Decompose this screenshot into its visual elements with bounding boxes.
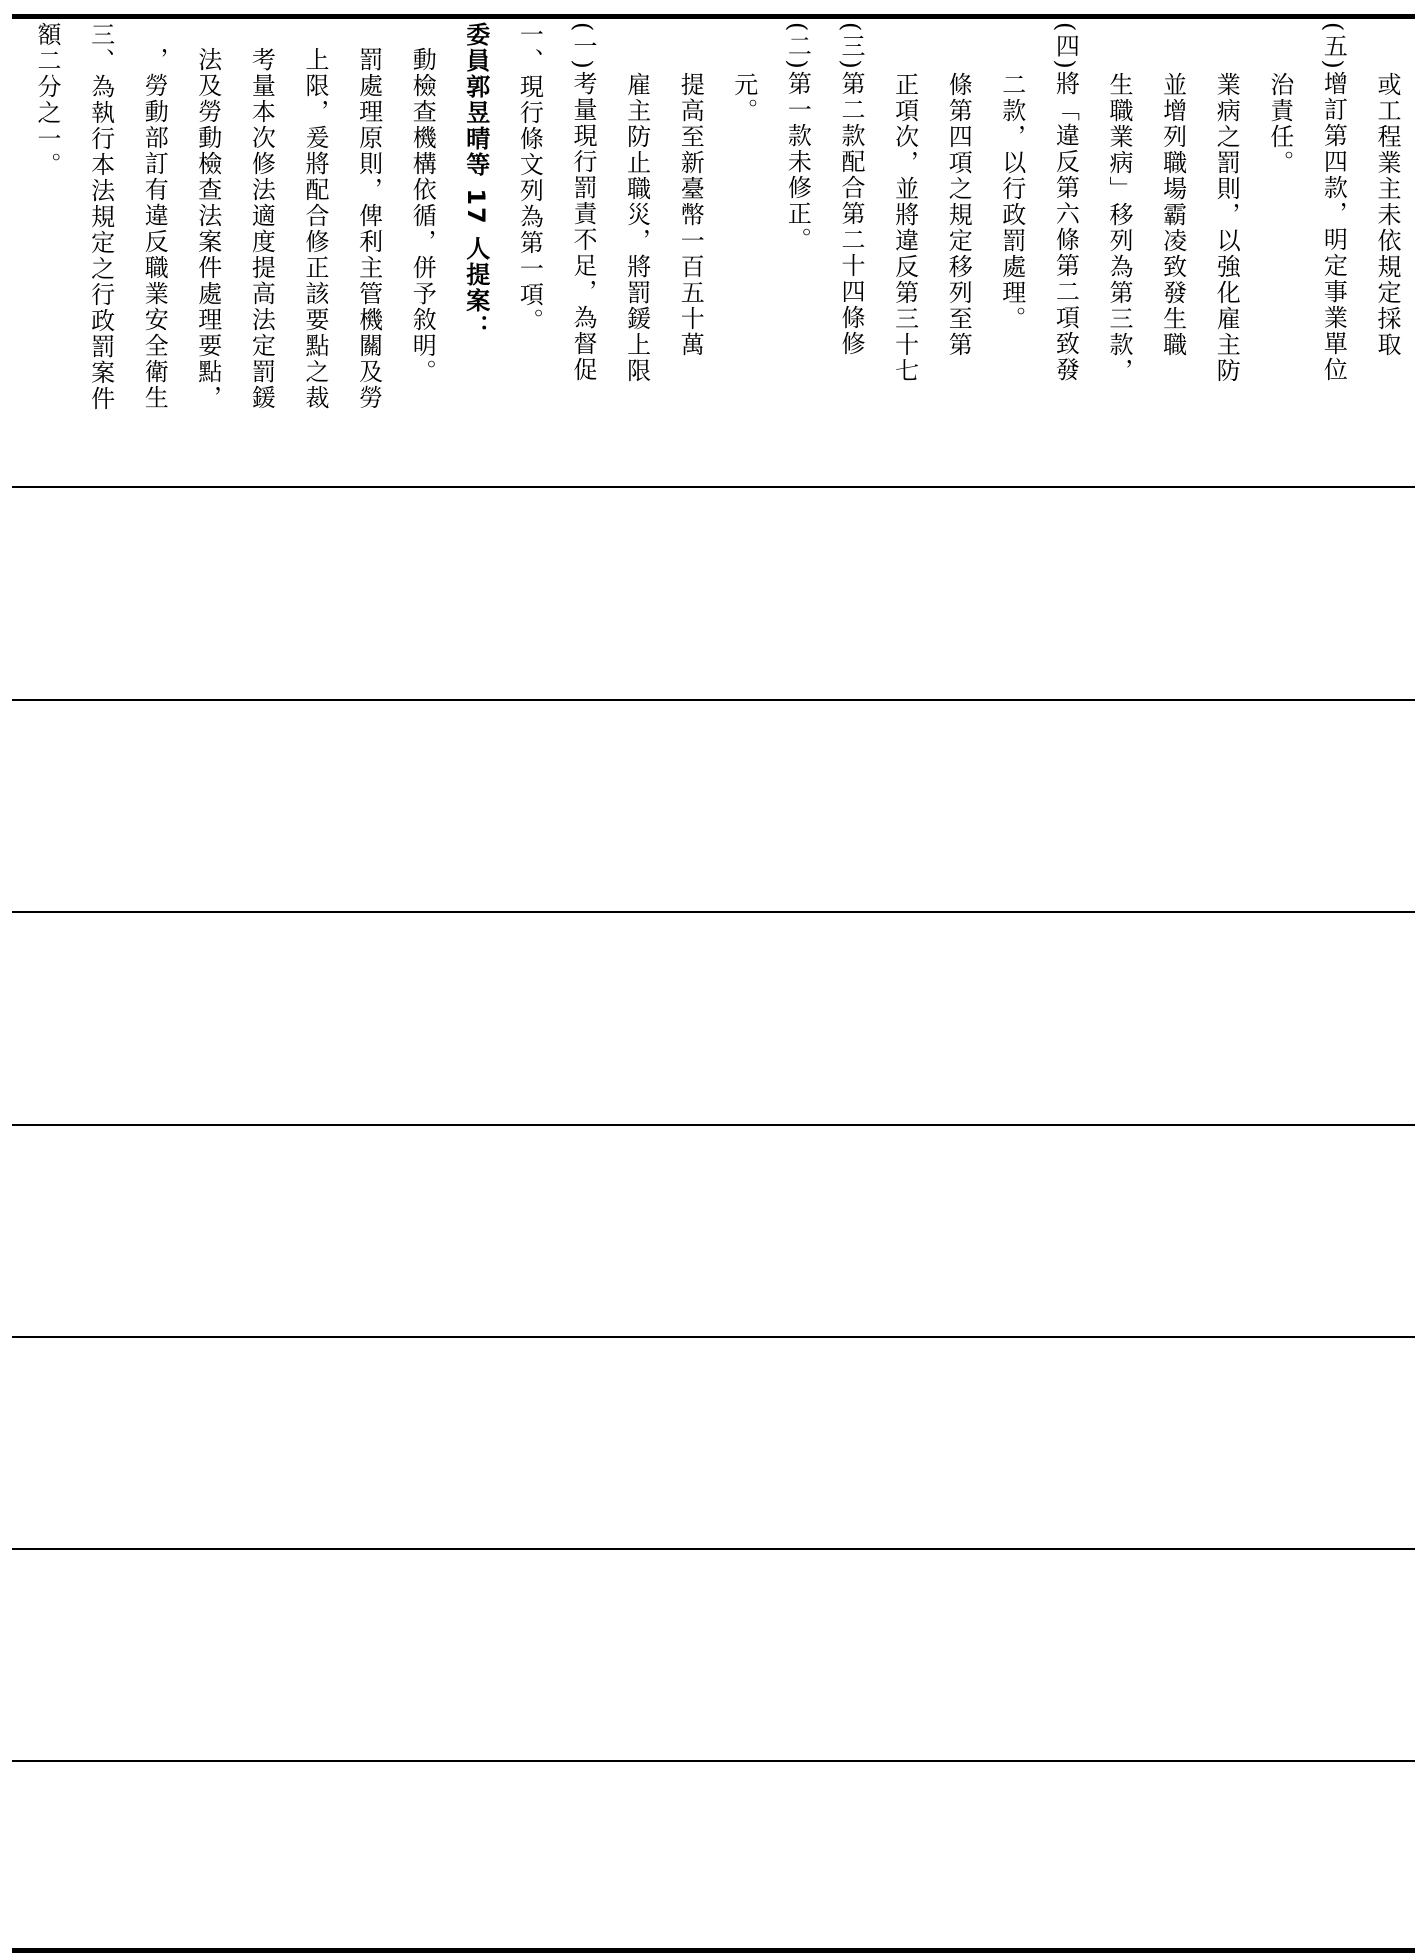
text-column: 二款，以行政罰處理。 xyxy=(997,72,1026,332)
table-bottom-rule xyxy=(12,1948,1415,1953)
row-divider xyxy=(12,911,1415,913)
text-column: 罰處理原則，俾利主管機關及勞 xyxy=(354,47,383,411)
text-column: (二)第一款未修正。 xyxy=(783,22,812,253)
table-top-rule xyxy=(12,14,1415,19)
text-column: (三)第二款配合第二十四條修 xyxy=(837,22,865,357)
text-column: 上限，爰將配合修正該要點之裁 xyxy=(301,47,329,411)
row-divider xyxy=(12,1548,1415,1550)
row-divider xyxy=(12,699,1415,701)
text-column: 一、現行條文列為第一項。 xyxy=(515,22,544,334)
text-column: 正項次，並將違反第三十七 xyxy=(890,72,919,384)
text-column: 治責任。 xyxy=(1265,72,1294,176)
text-column: 生職業病」移列為第三款， xyxy=(1105,72,1133,384)
text-column: 條第四項之規定移列至第 xyxy=(944,72,973,358)
text-column: 業病之罰則，以強化雇主防 xyxy=(1212,72,1241,384)
text-column: 或工程業主未依規定採取 xyxy=(1373,72,1401,358)
text-column: 三、為執行本法規定之行政罰案件 xyxy=(86,22,115,412)
text-column: (四)將「違反第六條第二項致發 xyxy=(1051,22,1080,383)
text-column: (五)增訂第四款，明定事業單位 xyxy=(1319,22,1348,383)
text-column: 雇主防止職災，將罰鍰上限 xyxy=(622,72,651,384)
text-column: 動檢查機構依循，併予敘明。 xyxy=(408,47,437,385)
text-column: ，勞動部訂有違反職業安全衛生 xyxy=(140,47,169,411)
proposal-heading: 委員郭昱晴等 17 人提案： xyxy=(461,22,490,341)
text-column: 提高至新臺幣一百五十萬 xyxy=(676,72,705,358)
text-column: 考量本次修法適度提高法定罰鍰 xyxy=(247,47,276,411)
text-column: 額二分之一。 xyxy=(33,22,61,178)
row-divider xyxy=(12,486,1415,488)
text-column: 元。 xyxy=(729,72,758,124)
text-column: (一)考量現行罰責不足，為督促 xyxy=(569,22,597,383)
row-divider xyxy=(12,1336,1415,1338)
row-divider xyxy=(12,1760,1415,1762)
text-column: 法及勞動檢查法案件處理要點， xyxy=(193,47,222,411)
text-column: 並增列職場霸凌致發生職 xyxy=(1158,72,1187,358)
row-divider xyxy=(12,1124,1415,1126)
explanation-text-band xyxy=(12,22,1415,484)
